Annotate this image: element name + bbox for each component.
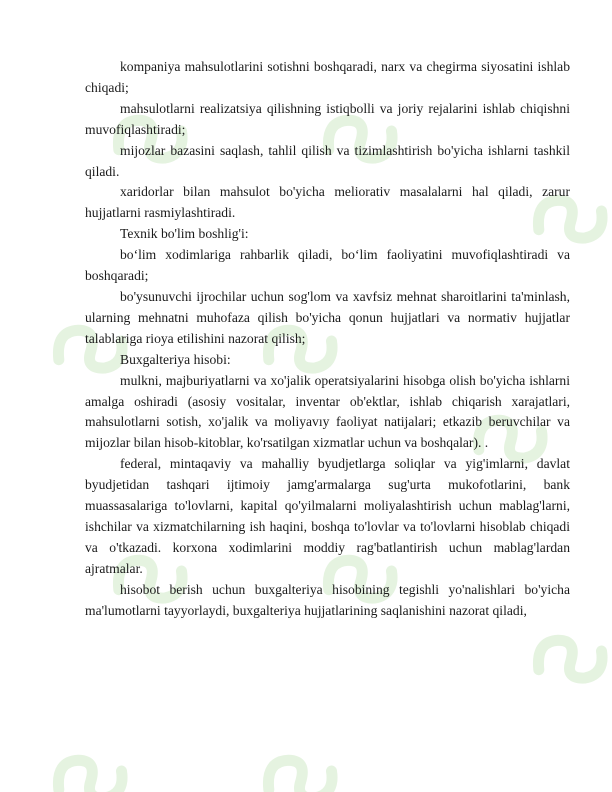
paragraph: mijozlar bazasini saqlash, tahlil qilish va tizimlashtirish bo'yicha ishlarni tashkil qiladi. xyxy=(85,142,570,179)
paragraph: bo'ysunuvchi ijrochilar uchun sog'lom va xavfsiz mehnat sharoitlarini ta'minlash, ularning mehnatni muhofaza qilish bo'yicha qonun hujjatlari va normativ hujjatlar talablariga rioya etilishini nazorat qilish; xyxy=(85,288,570,346)
paragraph: federal, mintaqaviy va mahalliy byudjetlarga soliqlar va yig'imlarni, davlat byudjetidan tashqari ijtimoiy jamg'armalarga sug'urta mukofotlarini, bank muassasalariga to'lovlarni, kapital qo'yilmalarni moliyalashtirish uchun mablag'larni, ishchilar va xizmatchilarning ish haqini, boshqa to'lovlar va to'lovlarni hisoblab chiqadi va o'tkazadi. korxona xodimlarini moddiy rag'batlantirish uchun mablag'lardan ajratmalar. xyxy=(85,456,570,576)
watermark-mark xyxy=(259,740,340,792)
paragraph: mulkni, majburiyatlarni va xo'jalik operatsiyalarini hisobga olish bo'yicha ishlarni amalga oshiradi (asosiy vositalar, inventar ob'ektlar, ishlab chiqarish xarajatlari, mahsulotlarni sotish, xo'jalik va moliyavıy faoliyat natijalari; etkazib beruvchilar va mijozlar bilan hisob-kitoblar, ko'rsatilgan xizmatlar uchun va boshqalar). . xyxy=(85,372,570,451)
paragraph: kompaniya mahsulotlarini sotishni boshqaradi, narx va chegirma siyosatini ishlab chiqadi; xyxy=(85,59,570,95)
paragraph: hisobot berish uchun buxgalteriya hisobining tegishli yo'nalishlari bo'yicha ma'lumotlarni tayyorlaydi, buxgalteriya hujjatlarining saqlanishini nazorat qiladi, xyxy=(85,581,570,618)
paragraph: xaridorlar bilan mahsulot bo'yicha meliorativ masalalarni hal qiladi, zarur hujjatlarni rasmiylashtiradi. xyxy=(85,184,570,221)
paragraph: mahsulotlarni realizatsiya qilishning istiqbolli va joriy rejalarini ishlab chiqishni muvofiqlashtiradi; xyxy=(85,100,570,137)
section-heading: Texnik bo'lim boshlig'i: xyxy=(120,226,249,242)
watermark-mark xyxy=(529,620,610,700)
paragraph: bo‘lim xodimlariga rahbarlik qiladi, bo‘lim faoliyatini muvofiqlashtiradi va boshqaradi; xyxy=(85,247,570,284)
section-heading: Buxgalteriya hisobi: xyxy=(120,351,231,367)
document-page xyxy=(85,57,570,621)
watermark-mark xyxy=(49,740,130,792)
